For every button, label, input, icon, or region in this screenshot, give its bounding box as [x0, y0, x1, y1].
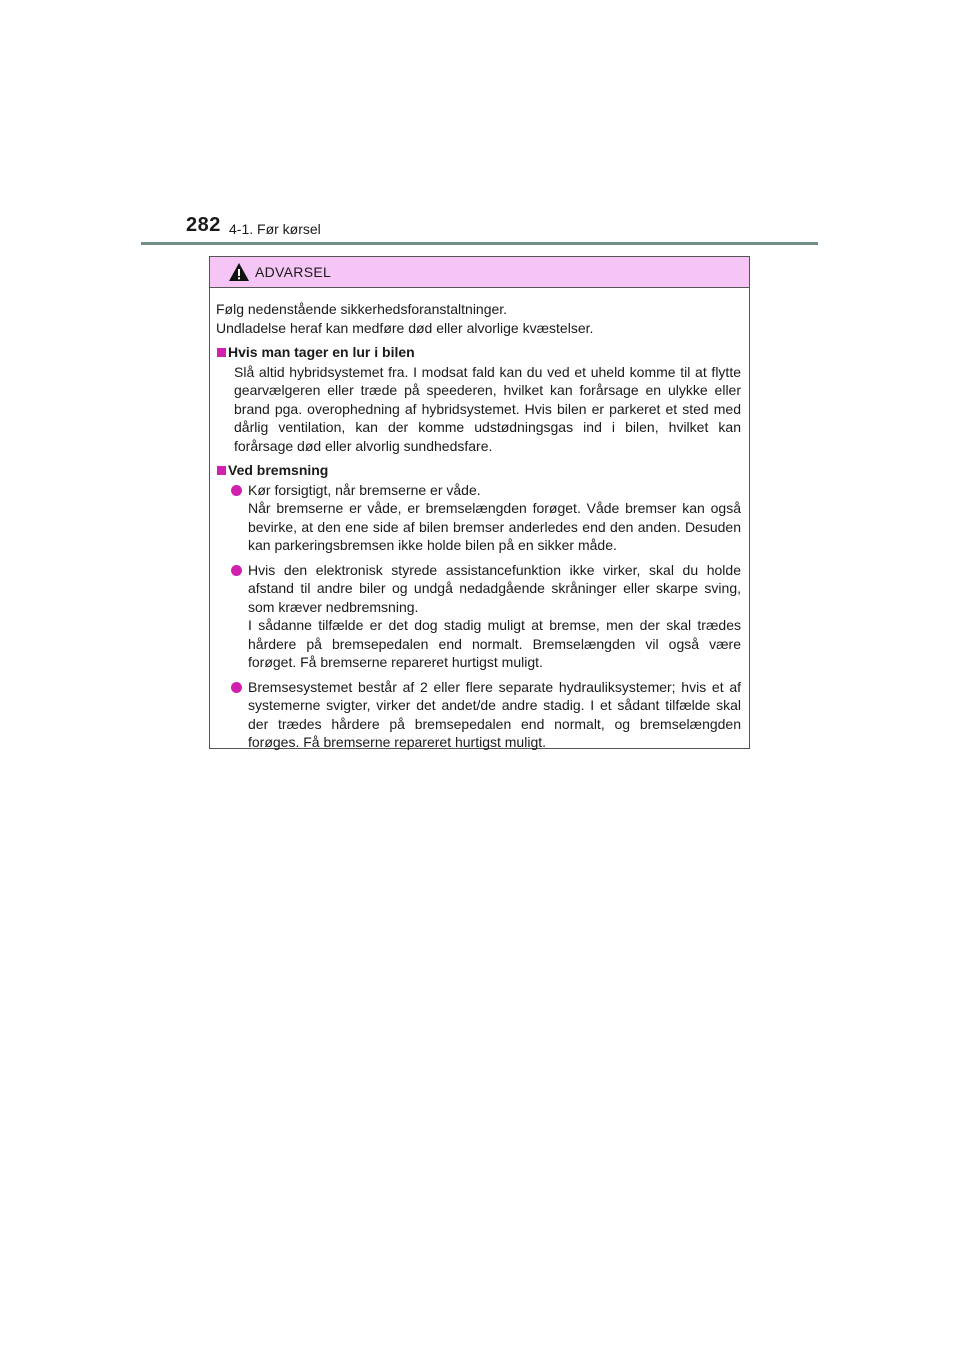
section-title: 4-1. Før kørsel: [229, 221, 321, 237]
section-heading-text: Hvis man tager en lur i bilen: [228, 344, 415, 360]
list-item: [248, 561, 741, 672]
page-number: 282: [186, 214, 221, 236]
intro-line: Undladelse heraf kan medføre død eller alvorlige kvæstelser.: [216, 319, 594, 336]
warning-header: [210, 257, 749, 288]
square-bullet-icon: [217, 348, 226, 357]
nap-paragraph: Slå altid hybridsystemet fra. I modsat fald kan du ved et uheld komme til at flytte gearvælgeren eller træde på speederen, hvilket kan forårsage en ulykke eller brand pga. overophedning af hybridsystemet. Hvis bilen er parkeret et sted med dårlig ventilation, kan der komme udstødningsgas ind i bilen, hvilket kan forårsage død eller alvorlig sundhedsfare.: [234, 363, 741, 454]
intro-line: Følg nedenstående sikkerhedsforanstaltninger.: [216, 301, 508, 317]
bullet-line: Hvis den elektronisk styrede assistancefunktion ikke virker, skal du holde afstand til andre biler og undgå nedadgående skråninger eller skarpe sving, som kræver nedbremsning.: [248, 561, 741, 615]
square-bullet-icon: [217, 466, 226, 475]
bullet-line: I sådanne tilfælde er det dog stadig muligt at bremse, men der skal trædes hårdere på bremsepedalen end normalt. Bremselængden vil også være forøget. Få bremserne repareret hurtigst muligt.: [248, 617, 741, 670]
section-heading-nap: [216, 343, 741, 362]
list-item: [248, 481, 741, 555]
warning-box: [209, 256, 750, 749]
list-item: [248, 678, 741, 752]
warning-body: [210, 288, 749, 752]
bullet-line: Kør forsigtigt, når bremserne er våde.: [248, 481, 481, 498]
bullet-dot-icon: [231, 485, 242, 496]
header-rule: [141, 242, 818, 245]
section-heading-braking: [216, 461, 741, 480]
section-heading-text: Ved bremsning: [228, 462, 329, 478]
bullet-line: Når bremserne er våde, er bremselængden forøget. Våde bremser kan også bevirke, at den ene side af bilen bremser anderledes end den anden. Desuden kan parkeringsbremsen ikke holde bilen på en sikker måde.: [248, 500, 741, 553]
warning-intro: [216, 300, 741, 337]
bullet-line: Bremsesystemet består af 2 eller flere separate hydrauliksystemer; hvis et af systemerne svigter, virker det andet/de andre stadig. I et sådant tilfælde skal der trædes hårdere på bremsepedalen end normalt, og bremselængden forøges. Få bremserne repareret hurtigst muligt.: [248, 678, 741, 750]
warning-title: ADVARSEL: [255, 264, 332, 280]
warning-triangle-icon: [228, 262, 250, 282]
bullet-dot-icon: [231, 682, 242, 693]
bullet-dot-icon: [231, 565, 242, 576]
